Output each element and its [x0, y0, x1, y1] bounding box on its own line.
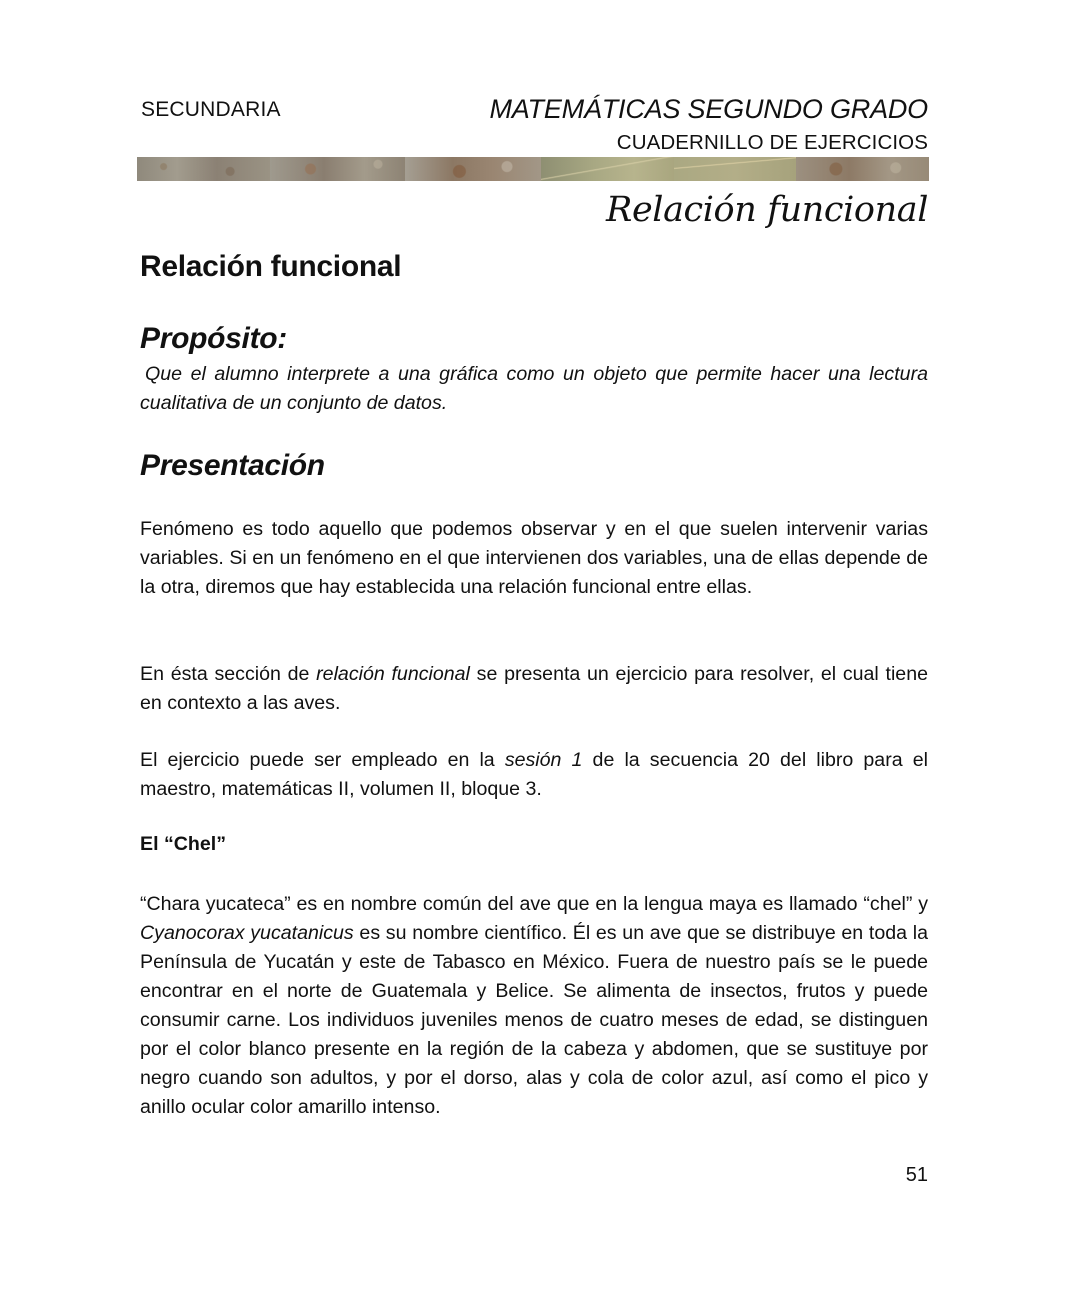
header-subtitle: CUADERNILLO DE EJERCICIOS [616, 131, 928, 154]
banner-segment [674, 157, 796, 181]
chel-heading: El “Chel” [140, 833, 227, 855]
banner-segment [796, 157, 929, 181]
banner-segment [405, 157, 541, 181]
banner-segment [137, 157, 270, 181]
stone-texture-banner-icon [137, 157, 929, 181]
scientific-name: Cyanocorax yucatanicus [140, 922, 354, 944]
text-run: se presenta un ejercicio para resolver, el cual tiene en contexto a las aves. [140, 663, 928, 714]
text-run: El ejercicio puede ser empleado en la [140, 749, 505, 771]
chel-paragraph [140, 890, 928, 1122]
presentacion-heading: Presentación [140, 449, 325, 482]
section-title: Relación funcional [606, 190, 928, 230]
presentacion-paragraph-1: Fenómeno es todo aquello que podemos observar y en el que suelen intervenir varias variables. Si en un fenómeno en el que intervienen dos variables, una de ellas depende de la otra, diremos que hay establecida una relación funcional entre ellas. [140, 518, 928, 598]
text-run: de la secuencia 20 del libro para el maestro, matemáticas II, volumen II, bloque 3. [140, 749, 928, 800]
emphasis-text: relación funcional [316, 663, 470, 685]
header-level: SECUNDARIA [141, 98, 281, 121]
presentacion-paragraph-3 [140, 746, 928, 804]
proposito-heading: Propósito: [140, 322, 287, 355]
page-number: 51 [905, 1164, 928, 1186]
presentacion-paragraph-2 [140, 660, 928, 718]
header-title: MATEMÁTICAS SEGUNDO GRADO [489, 94, 928, 124]
banner-segment [541, 157, 674, 181]
proposito-text: Que el alumno interprete a una gráfica como un objeto que permite hacer una lectura cualitativa de un conjunto de datos. [140, 363, 928, 414]
page-heading: Relación funcional [140, 250, 402, 283]
emphasis-text: sesión 1 [504, 749, 583, 771]
text-run: En ésta sección de [140, 663, 317, 685]
text-run: “Chara yucateca” es en nombre común del ave que en la lengua maya es llamado “chel” y [140, 893, 928, 915]
banner-segment [270, 157, 405, 181]
text-run: es su nombre científico. Él es un ave que se distribuye en toda la Península de Yucatán y este de Tabasco en México. Fuera de nuestro país se le puede encontrar en el norte de Guatemala y Belice. Se alimenta de insectos, frutos y puede consumir carne. Los individuos juveniles menos de cuatro meses de edad, se distinguen por el color blanco presente en la región de la cabeza y abdomen, que se sustituye por negro cuando son adultos, y por el dorso, alas y cola de color azul, así como el pico y anillo ocular color amarillo intenso. [140, 922, 928, 1118]
